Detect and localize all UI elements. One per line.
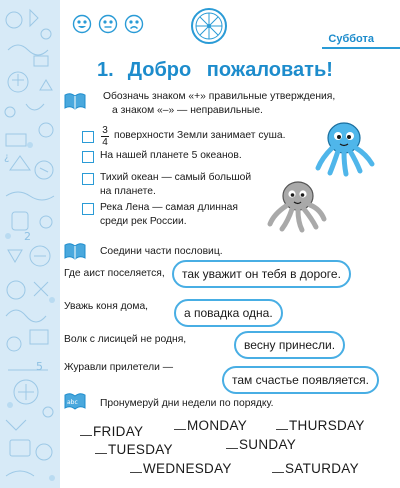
svg-text:¿: ¿ bbox=[4, 152, 10, 163]
day-answer-friday bbox=[80, 424, 143, 439]
sad-face-icon[interactable] bbox=[124, 14, 144, 39]
blank-line[interactable] bbox=[80, 425, 92, 436]
title-text: Добро пожаловать! bbox=[127, 59, 333, 81]
ex1-instruction-2: а знаком «–» — неправильные. bbox=[112, 105, 263, 116]
proverb-end-4[interactable]: там счастье появляется. bbox=[222, 366, 379, 394]
answer-checkbox-1[interactable] bbox=[82, 131, 94, 143]
day-answer-tuesday bbox=[95, 442, 173, 457]
fraction-bottom: 4 bbox=[102, 137, 108, 148]
page-title bbox=[0, 59, 400, 82]
day-label: TUESDAY bbox=[108, 442, 173, 457]
statement-3-line1: Тихий океан — самый большой bbox=[100, 172, 252, 183]
ex2-instruction: Соедини части пословиц. bbox=[100, 246, 223, 257]
svg-text:2: 2 bbox=[24, 230, 31, 243]
answer-checkbox-2[interactable] bbox=[82, 151, 94, 163]
statement-1: поверхности Земли занимает суша. bbox=[114, 130, 286, 141]
day-label: FRIDAY bbox=[93, 424, 144, 439]
day-label: Суббота bbox=[328, 33, 374, 45]
proverb-end-1[interactable]: так уважит он тебя в дороге. bbox=[172, 260, 351, 288]
header-rule bbox=[322, 47, 400, 49]
proverb-start-2: Уважь коня дома, bbox=[64, 301, 149, 312]
mood-icons bbox=[72, 14, 144, 39]
compass-wheel-icon bbox=[190, 7, 228, 50]
abc-book-icon bbox=[64, 392, 86, 415]
title-number: 1. bbox=[97, 59, 114, 81]
statement-2: На нашей планете 5 океанов. bbox=[100, 150, 242, 161]
day-answer-sunday bbox=[226, 437, 296, 452]
day-answer-saturday bbox=[272, 461, 359, 476]
proverb-end-2[interactable]: а повадка одна. bbox=[174, 299, 283, 327]
statement-3-line2: на планете. bbox=[100, 186, 156, 197]
day-label: THURSDAY bbox=[289, 418, 365, 433]
statement-4-line2: среди рек России. bbox=[100, 216, 187, 227]
blank-line[interactable] bbox=[272, 462, 284, 473]
statement-4-line1: Река Лена — самая длинная bbox=[100, 202, 238, 213]
svg-text:abc: abc bbox=[67, 399, 78, 406]
fraction-top: 3 bbox=[102, 125, 108, 136]
ex1-instruction-1: Обозначь знаком «+» правильные утверждения, bbox=[103, 91, 336, 102]
proverb-start-1: Где аист поселяется, bbox=[64, 268, 165, 279]
day-label: SATURDAY bbox=[285, 461, 359, 476]
proverb-end-3[interactable]: весну принесли. bbox=[234, 331, 345, 359]
answer-checkbox-3[interactable] bbox=[82, 173, 94, 185]
blank-line[interactable] bbox=[130, 462, 142, 473]
blank-line[interactable] bbox=[95, 443, 107, 454]
blank-line[interactable] bbox=[174, 419, 186, 430]
day-answer-thursday bbox=[276, 418, 365, 433]
gray-octopus-illustration bbox=[266, 178, 328, 239]
answer-checkbox-4[interactable] bbox=[82, 203, 94, 215]
svg-text:5: 5 bbox=[36, 360, 43, 373]
blank-line[interactable] bbox=[226, 438, 238, 449]
fraction bbox=[100, 125, 110, 148]
day-answer-wednesday bbox=[130, 461, 232, 476]
proverb-start-3: Волк с лисицей не родня, bbox=[64, 334, 187, 345]
open-book-icon bbox=[64, 92, 86, 115]
happy-face-icon[interactable] bbox=[72, 14, 92, 39]
neutral-face-icon[interactable] bbox=[98, 14, 118, 39]
blue-octopus-illustration bbox=[312, 118, 376, 183]
proverb-start-4: Журавли прилетели — bbox=[64, 362, 174, 373]
day-label: WEDNESDAY bbox=[143, 461, 232, 476]
day-label: SUNDAY bbox=[239, 437, 297, 452]
open-book-icon bbox=[64, 242, 86, 265]
ex3-instruction: Пронумеруй дни недели по порядку. bbox=[100, 398, 274, 409]
day-label: MONDAY bbox=[187, 418, 248, 433]
day-answer-monday bbox=[174, 418, 247, 433]
blank-line[interactable] bbox=[276, 419, 288, 430]
